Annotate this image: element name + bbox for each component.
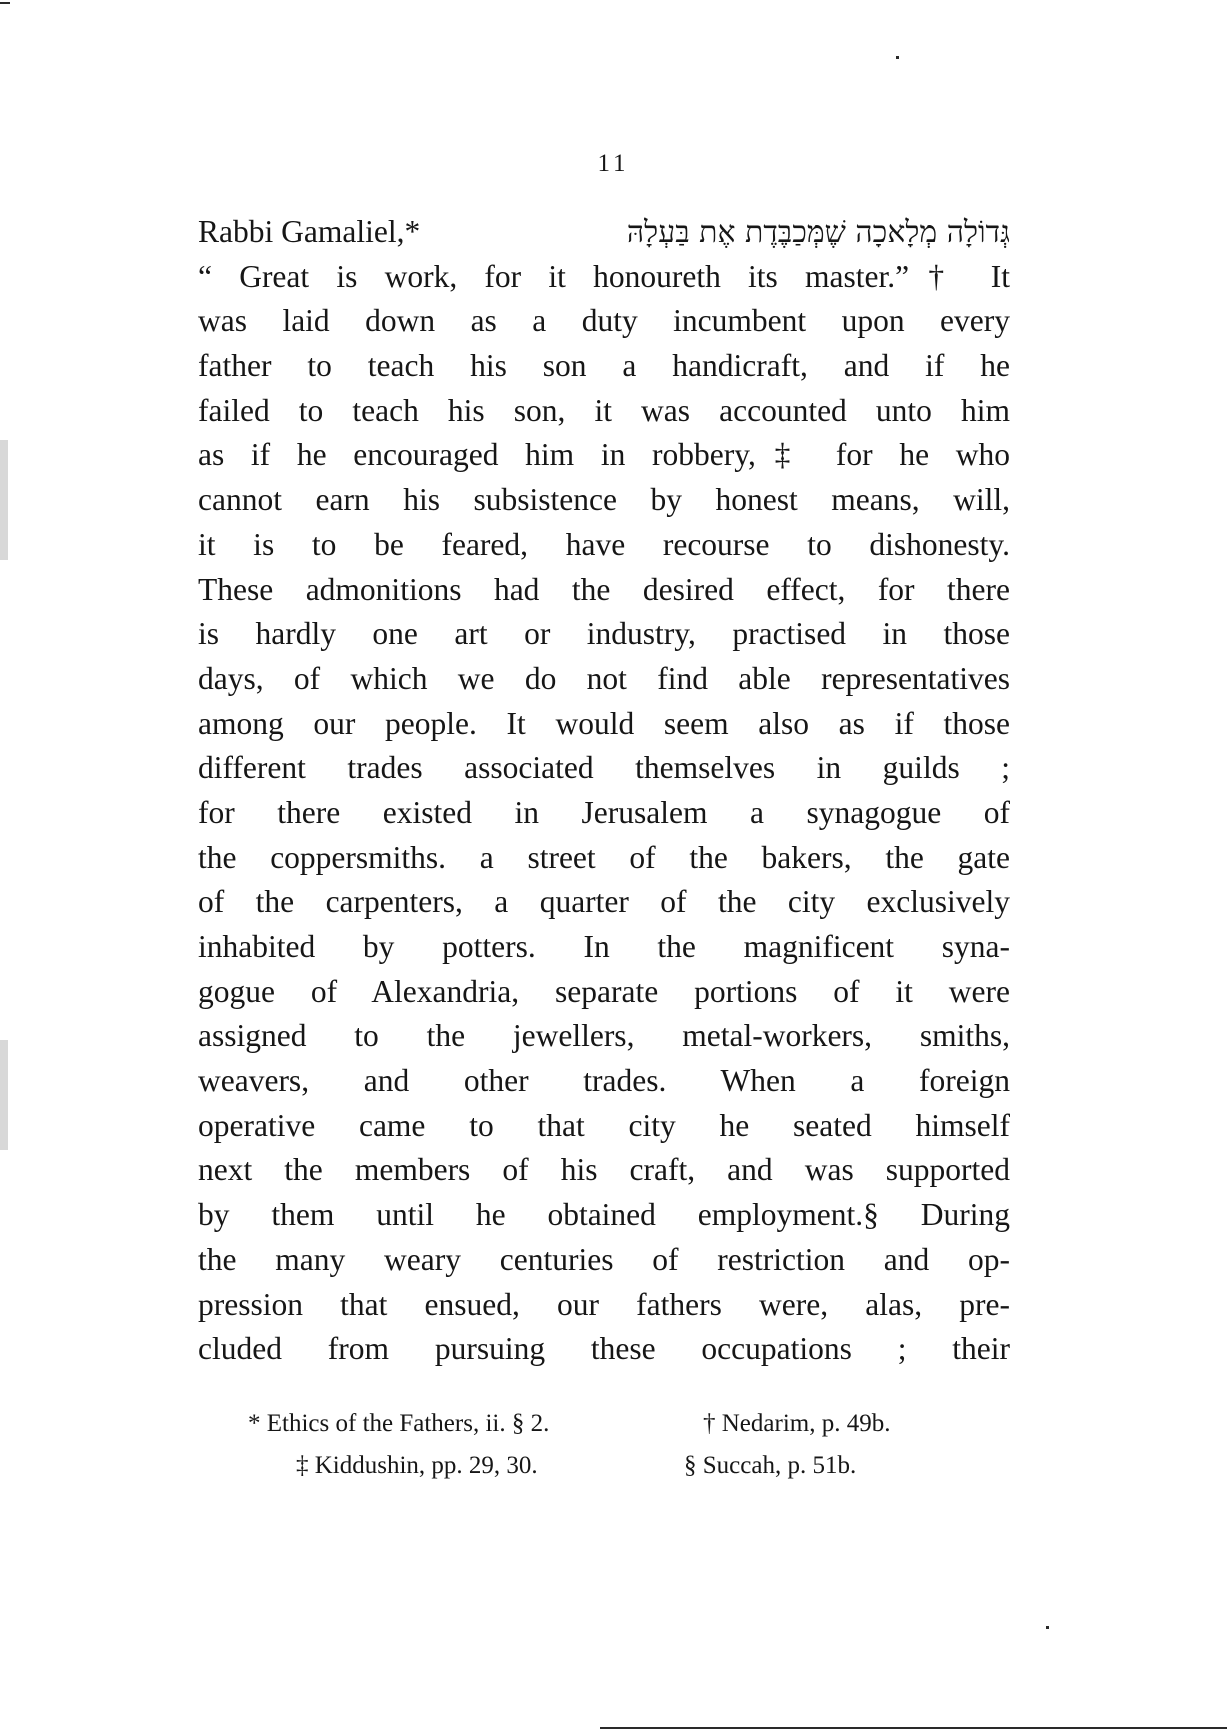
text-line: by them until he obtained employment.§ During — [198, 1197, 1010, 1233]
text-line — [198, 210, 1010, 255]
footnote-section: § Succah, p. 51b. — [684, 1452, 857, 1479]
text-line: failed to teach his son, it was accounted unto him — [198, 392, 1010, 428]
footnote-row — [0, 1403, 1227, 1445]
text-line: “ Great is work, for it honoureth its master.”† It — [198, 258, 1010, 294]
text-line: is hardly one art or industry, practised in those — [198, 616, 1010, 652]
text-line: cannot earn his subsistence by honest means, will, — [198, 482, 1010, 518]
scan-edge-stain — [0, 440, 8, 560]
scan-bottom-rule — [600, 1727, 1227, 1729]
footnote-double-dagger: ‡ Kiddushin, pp. 29, 30. — [296, 1452, 538, 1479]
text-line: among our people. It would seem also as if those — [198, 705, 1010, 741]
text-line: These admonitions had the desired effect, for there — [198, 571, 1010, 607]
text-line: father to teach his son a handicraft, and if he — [198, 348, 1010, 384]
text-line: cluded from pursuing these occupations ; their — [198, 1331, 1010, 1367]
footnote-dagger: † Nedarim, p. 49b. — [703, 1410, 891, 1437]
text-line: the many weary centuries of restriction and op- — [198, 1241, 1010, 1277]
scan-dot-mark — [896, 56, 899, 59]
lead-in-text: Rabbi Gamaliel,* — [198, 214, 421, 249]
text-line: gogue of Alexandria, separate portions of it were — [198, 973, 1010, 1009]
text-line: was laid down as a duty incumbent upon every — [198, 303, 1010, 339]
text-line: assigned to the jewellers, metal-workers, smiths, — [198, 1018, 1010, 1054]
text-line: for there existed in Jerusalem a synagogue of — [198, 794, 1010, 830]
scan-dash-mark — [0, 2, 10, 4]
text-line: inhabited by potters. In the magnificent syna- — [198, 929, 1010, 964]
scan-edge-stain — [0, 1040, 8, 1150]
page-number: 11 — [597, 150, 630, 177]
footnote-star: * Ethics of the Fathers, ii. § 2. — [248, 1410, 550, 1437]
text-line: days, of which we do not find able representatives — [198, 660, 1010, 696]
text-line: pression that ensued, our fathers were, alas, pre- — [198, 1286, 1010, 1322]
text-line: the coppersmiths. a street of the bakers, the gate — [198, 839, 1010, 875]
text-line: of the carpenters, a quarter of the city exclusively — [198, 884, 1010, 920]
text-line: operative came to that city he seated himself — [198, 1107, 1010, 1143]
text-line: weavers, and other trades. When a foreign — [198, 1063, 1010, 1099]
footnotes — [0, 1403, 1227, 1487]
text-line: as if he encouraged him in robbery,‡ for he who — [198, 437, 1010, 473]
footnote-row — [0, 1445, 1227, 1487]
text-line: it is to be feared, have recourse to dishonesty. — [198, 526, 1010, 562]
text-line: different trades associated themselves in guilds ; — [198, 750, 1010, 786]
scan-dot-mark — [1046, 1626, 1049, 1629]
hebrew-quote: גְּדוֹלָה מְלָאכָה שֶׁמְּכַבֶּדֶת אֶת בַּעְלָהּ — [626, 215, 1010, 250]
text-line: next the members of his craft, and was supported — [198, 1152, 1010, 1188]
body-text — [198, 210, 1010, 1372]
